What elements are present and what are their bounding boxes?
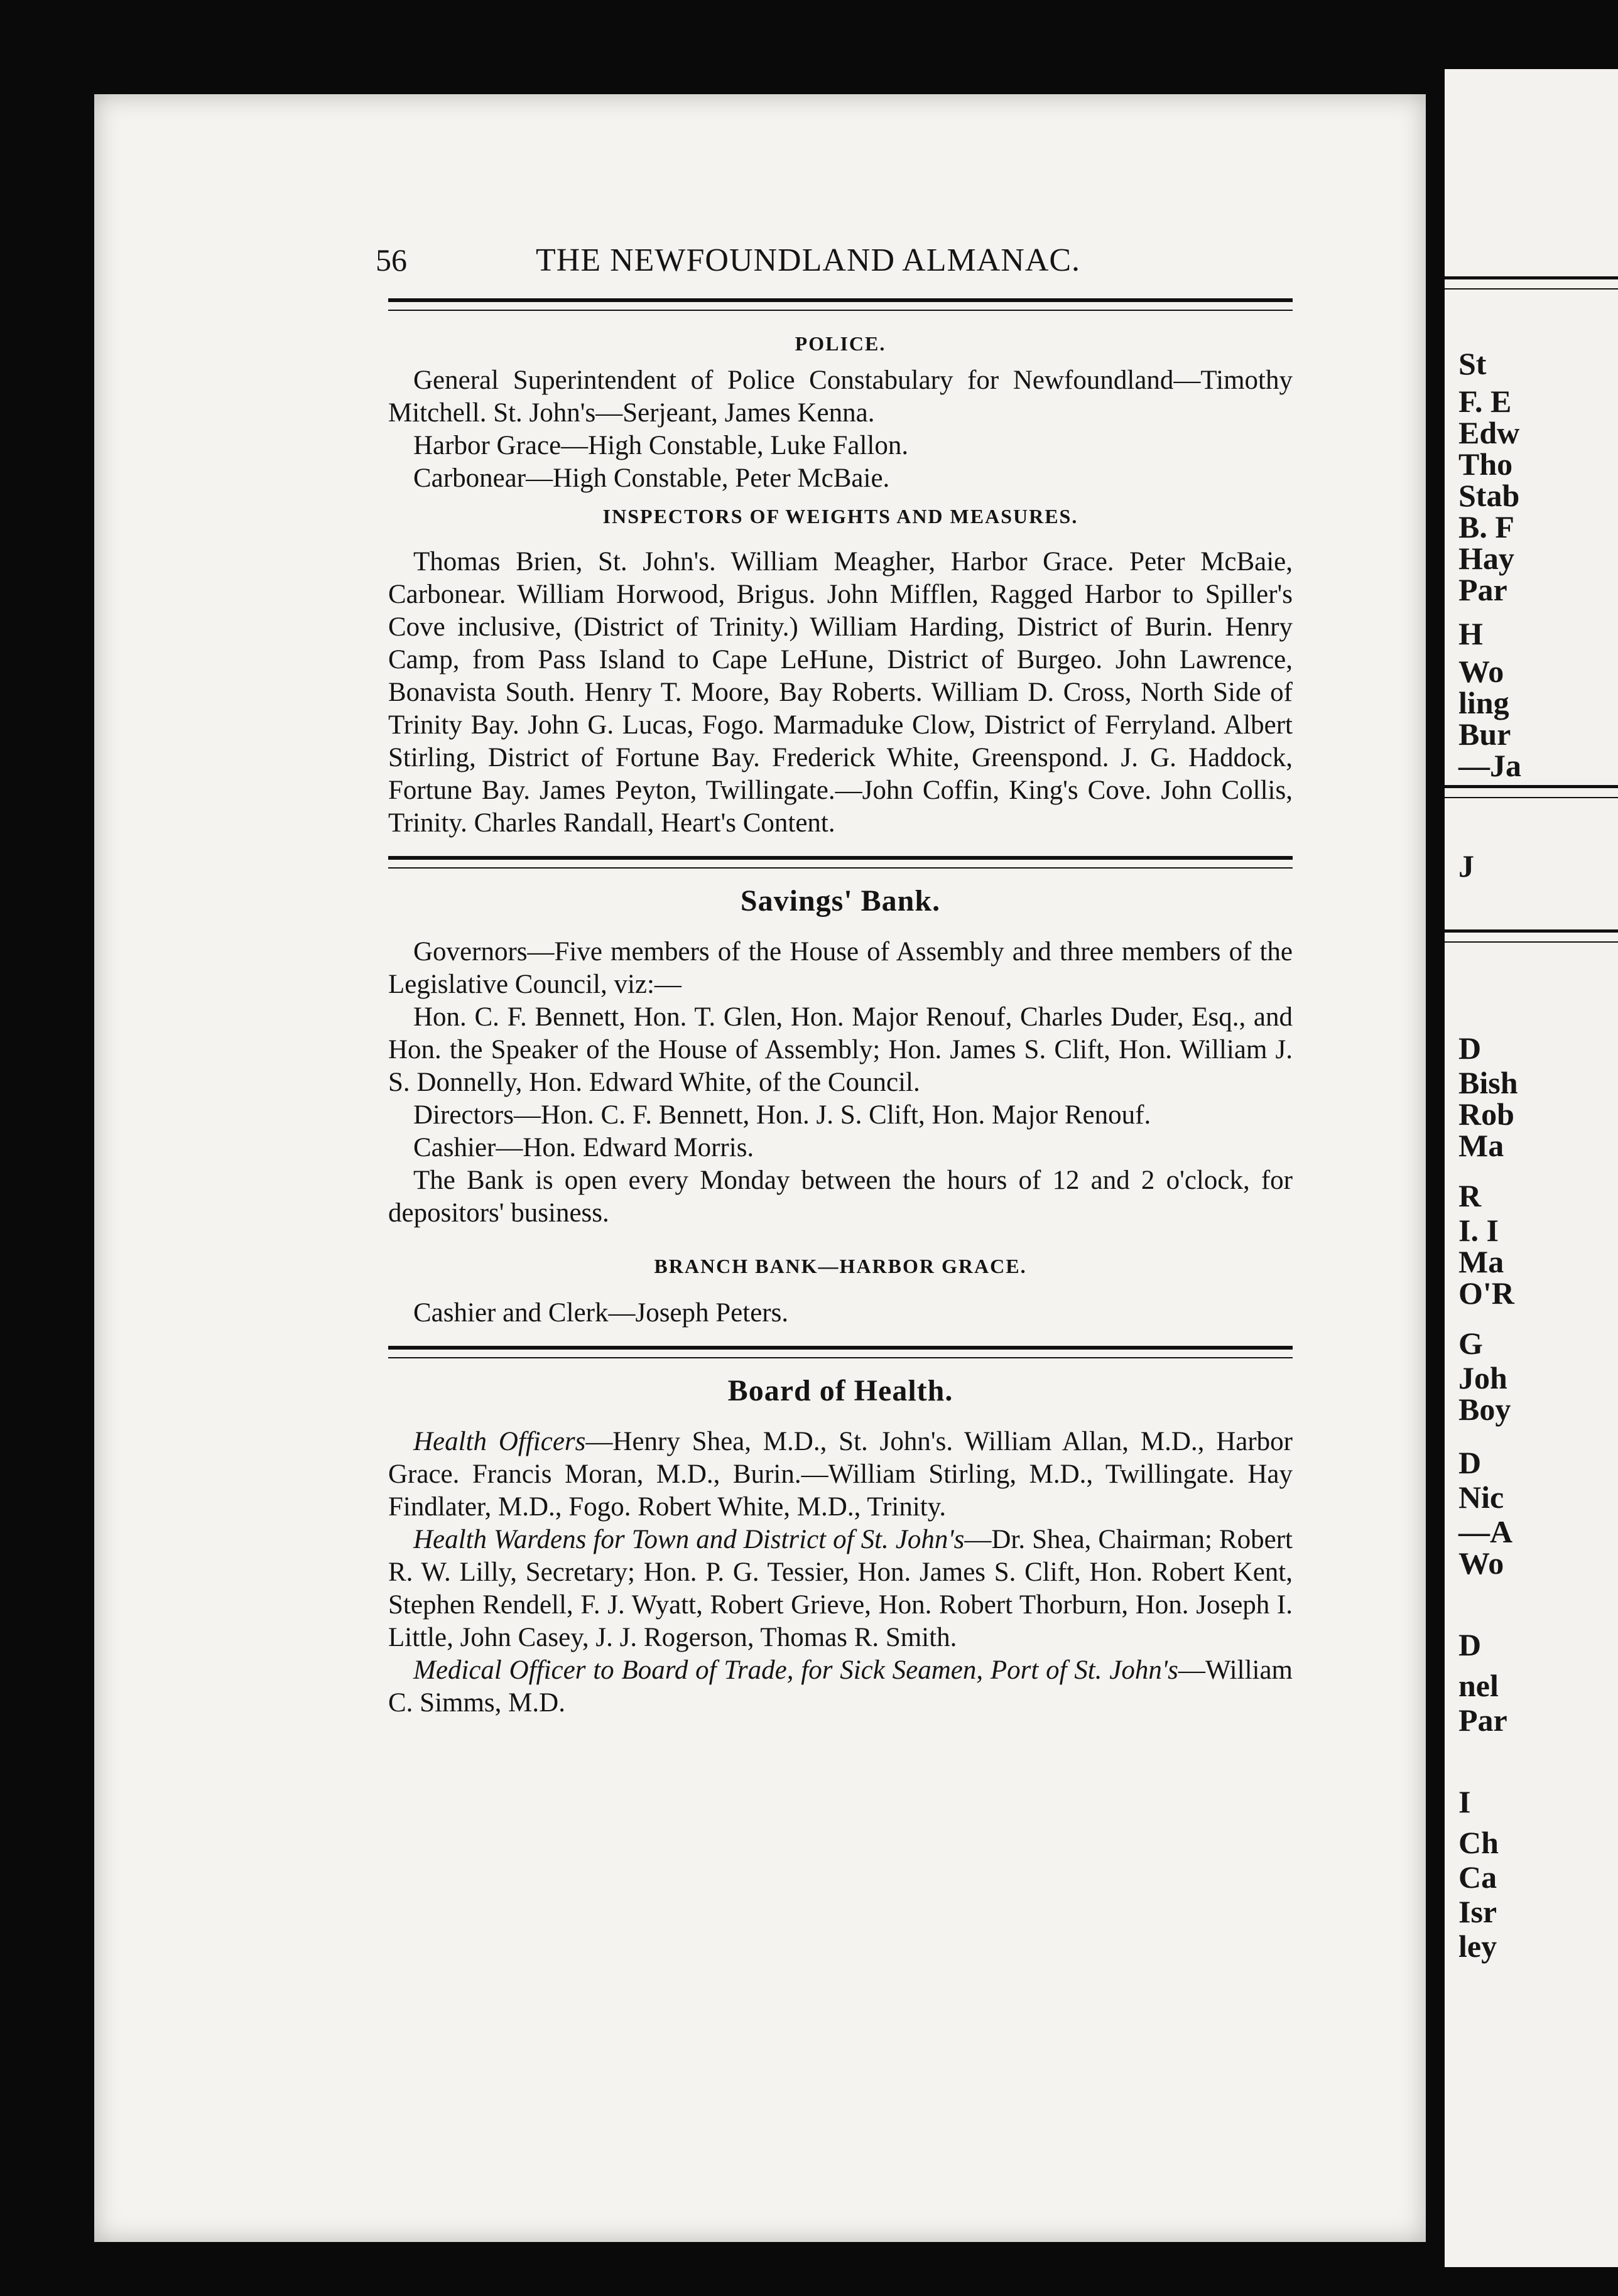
police-heading: POLICE. (795, 332, 886, 355)
facing-page-fragment: nel (1458, 1668, 1499, 1703)
running-title: THE NEWFOUNDLAND ALMANAC. (536, 242, 1081, 278)
branch-bank-heading: BRANCH BANK—HARBOR GRACE. (654, 1255, 1027, 1277)
facing-page-fragment: I (1458, 1784, 1471, 1819)
section-rule (388, 856, 1293, 869)
facing-page-fragment: —A (1458, 1514, 1513, 1549)
savings-bank-heading: Savings' Bank. (740, 884, 941, 918)
facing-page-fragment: Wo (1458, 1546, 1504, 1581)
health-officers-text: —Henry Shea, M.D., St. John's. William Allan, M.D., Harbor Grace. Francis Moran, M.D., Burin.—William Stirling, M.D., Twillingate. Hay Findlater, M.D., Fogo. Robert White, M.D., Trinity. (388, 1427, 1293, 1522)
health-officers-label: Health Officers (413, 1427, 586, 1456)
medical-officer-label: Medical Officer to Board of Trade, for Sick Seamen, Port of St. John's (413, 1655, 1178, 1685)
health-wardens-label: Health Wardens for Town and District of St. John's (413, 1525, 965, 1554)
savings-bank-paragraph: Cashier—Hon. Edward Morris. (413, 1133, 754, 1162)
page-number: 56 (376, 242, 407, 278)
facing-page-fragment: H (1458, 616, 1483, 651)
facing-page-fragment: Hay (1458, 541, 1514, 576)
facing-page-rule (1445, 929, 1618, 943)
facing-page-fragment: D (1458, 1627, 1482, 1662)
branch-bank-paragraph: Cashier and Clerk—Joseph Peters. (413, 1298, 789, 1328)
facing-page-fragment: Par (1458, 1703, 1507, 1738)
facing-page (1445, 69, 1618, 2267)
facing-page-fragment: Bish (1458, 1065, 1518, 1100)
facing-page-fragment: Isr (1458, 1894, 1497, 1929)
facing-page-fragment: Stab (1458, 478, 1520, 513)
page-content (376, 242, 1293, 1719)
section-rule (388, 1346, 1293, 1358)
header-rule (388, 298, 1293, 311)
savings-bank-paragraph: Hon. C. F. Bennett, Hon. T. Glen, Hon. Major Renouf, Charles Duder, Esq., and Hon. the Speaker of the House of Assembly; Hon. James S. Clift, Hon. William J. S. Donnelly, Hon. Edward White, of the Council. (388, 1002, 1293, 1097)
facing-page-fragment: ley (1458, 1929, 1497, 1964)
facing-page-fragment: Ma (1458, 1244, 1504, 1279)
facing-page-fragment: St (1458, 346, 1487, 381)
facing-page-rule (1445, 276, 1618, 290)
medical-officer-text: —William C. Simms, M.D. (388, 1655, 1293, 1718)
facing-page-fragment: Joh (1458, 1360, 1507, 1395)
facing-page-fragment: G (1458, 1326, 1483, 1361)
savings-bank-paragraph: The Bank is open every Monday between the hours of 12 and 2 o'clock, for depositors' business. (388, 1166, 1293, 1228)
health-wardens-text: —Dr. Shea, Chairman; Robert R. W. Lilly, Secretary; Hon. P. G. Tessier, Hon. James S. Clift, Hon. Robert Kent, Stephen Rendell, F. J. Wyatt, Robert Grieve, Hon. Robert Thorburn, Hon. Joseph I. Little, John Casey, J. J. Rogerson, Thomas R. Smith. (388, 1525, 1293, 1652)
facing-page-fragment: Boy (1458, 1392, 1511, 1427)
facing-page-fragment: Ca (1458, 1860, 1497, 1895)
facing-page-fragment: Par (1458, 572, 1507, 607)
facing-page-fragment: R (1458, 1178, 1482, 1213)
savings-bank-paragraph: Directors—Hon. C. F. Bennett, Hon. J. S. Clift, Hon. Major Renouf. (413, 1100, 1151, 1130)
facing-page-fragment: Edw (1458, 415, 1520, 450)
facing-page-fragment: J (1458, 848, 1474, 884)
facing-page-fragment: Tho (1458, 447, 1513, 482)
facing-page-fragment: D (1458, 1031, 1482, 1066)
facing-page-fragment: Nic (1458, 1480, 1504, 1515)
facing-page-rule (1445, 785, 1618, 798)
facing-page-fragment: —Ja (1458, 748, 1521, 783)
facing-page-fragment: I. I (1458, 1213, 1499, 1248)
police-paragraph: General Superintendent of Police Constabulary for Newfoundland—Timothy Mitchell. St. John's—Serjeant, James Kenna. (388, 366, 1293, 428)
facing-page-fragment: B. F (1458, 509, 1514, 544)
police-paragraph: Harbor Grace—High Constable, Luke Fallon. (413, 431, 909, 460)
facing-page-fragment: ling (1458, 685, 1509, 720)
facing-page-fragment: Bur (1458, 717, 1511, 752)
facing-page-fragment: F. E (1458, 384, 1512, 419)
facing-page-fragment: Ch (1458, 1825, 1499, 1860)
facing-page-fragment: O'R (1458, 1275, 1514, 1311)
inspectors-paragraph: Thomas Brien, St. John's. William Meagher, Harbor Grace. Peter McBaie, Carbonear. William Horwood, Brigus. John Mifflen, Ragged Harbor to Spiller's Cove inclusive, (District of Trinity.) William Harding, District of Burin. Henry Camp, from Pass Island to Cape LeHune, District of Burgeo. John Lawrence, Bonavista South. Henry T. Moore, Bay Roberts. William D. Cross, North Side of Trinity Bay. John G. Lucas, Fogo. Marmaduke Clow, District of Ferryland. Albert Stirling, District of Fortune Bay. Frederick White, Greenspond. J. G. Haddock, Fortune Bay. James Peyton, Twillingate.—John Coffin, King's Cove. John Collis, Trinity. Charles Randall, Heart's Content. (388, 547, 1293, 838)
medical-officer-paragraph (388, 1654, 1293, 1719)
page-header (376, 242, 1293, 286)
board-of-health-heading: Board of Health. (727, 1374, 953, 1407)
facing-page-fragment: D (1458, 1445, 1482, 1480)
savings-bank-paragraph: Governors—Five members of the House of Assembly and three members of the Legislative Council, viz:— (388, 937, 1293, 999)
inspectors-heading: INSPECTORS OF WEIGHTS AND MEASURES. (602, 505, 1078, 528)
facing-page-fragment: Ma (1458, 1128, 1504, 1163)
facing-page-fragment: Rob (1458, 1097, 1514, 1132)
health-wardens-paragraph (388, 1524, 1293, 1654)
police-paragraph: Carbonear—High Constable, Peter McBaie. (413, 463, 890, 493)
health-officers-paragraph (388, 1426, 1293, 1524)
facing-page-fragment: Wo (1458, 654, 1504, 689)
